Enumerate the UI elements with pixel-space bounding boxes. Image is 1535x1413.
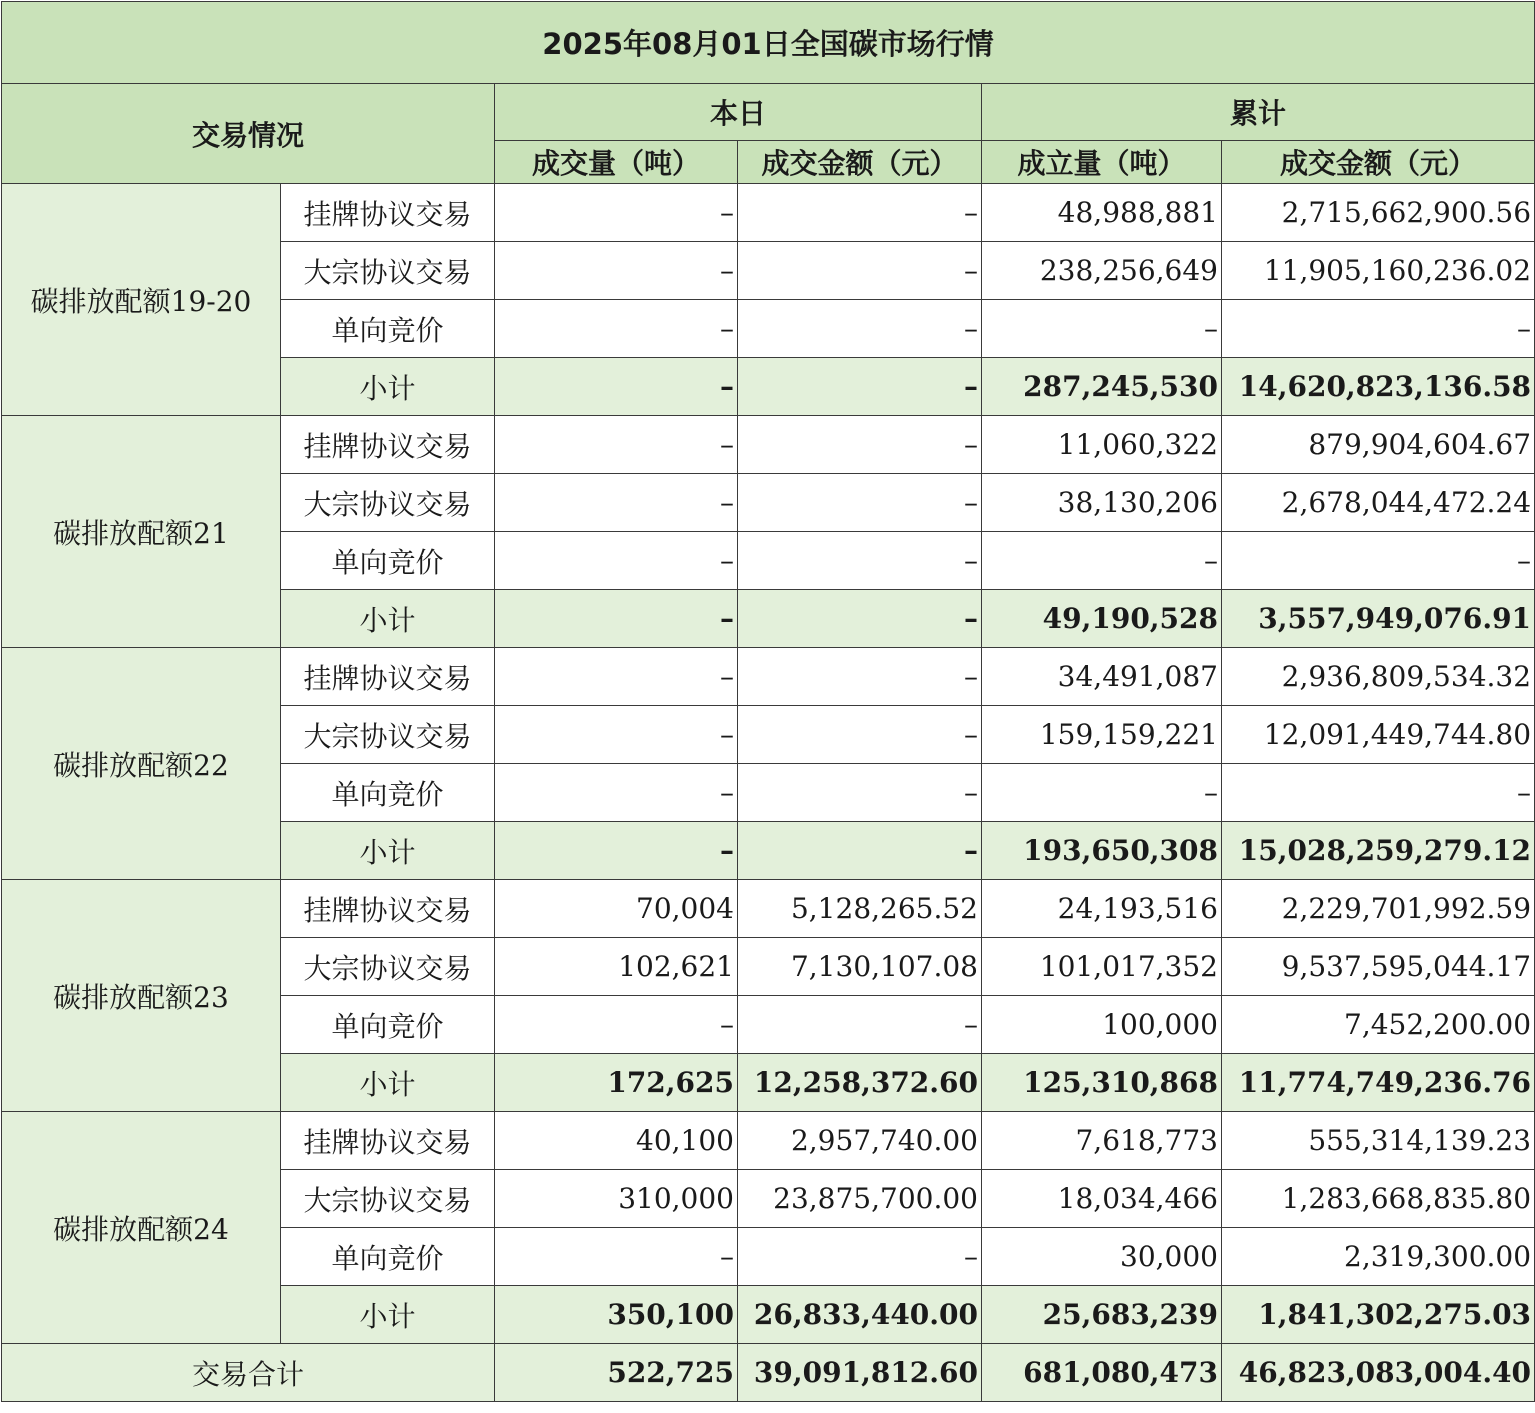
trade-type: 大宗协议交易 [281,1170,495,1228]
total-row [2,1344,1535,1402]
cell-today-volume: – [495,416,738,474]
cell-today-volume: 70,004 [495,880,738,938]
trade-type: 挂牌协议交易 [281,1112,495,1170]
cell-cum-amount: 11,774,749,236.76 [1222,1054,1535,1112]
table-row [2,648,1535,706]
cell-today-amount: – [738,242,982,300]
trade-type: 大宗协议交易 [281,706,495,764]
cell-today-amount: 7,130,107.08 [738,938,982,996]
cell-cum-volume: 49,190,528 [982,590,1222,648]
trade-type: 小计 [281,1286,495,1344]
total-cum-volume: 681,080,473 [982,1344,1222,1402]
header-today: 本日 [495,84,982,141]
cell-today-amount: – [738,764,982,822]
cell-today-volume: – [495,1228,738,1286]
table-row [2,184,1535,242]
cell-today-amount: – [738,1228,982,1286]
trade-type: 小计 [281,358,495,416]
cell-today-volume: – [495,184,738,242]
cell-today-amount: 12,258,372.60 [738,1054,982,1112]
total-cum-amount: 46,823,083,004.40 [1222,1344,1535,1402]
trade-type: 挂牌协议交易 [281,184,495,242]
cell-cum-amount: 555,314,139.23 [1222,1112,1535,1170]
cell-cum-amount: 9,537,595,044.17 [1222,938,1535,996]
cell-cum-amount: 3,557,949,076.91 [1222,590,1535,648]
cell-cum-amount: – [1222,300,1535,358]
cell-today-amount: – [738,358,982,416]
cell-cum-volume: 48,988,881 [982,184,1222,242]
cell-cum-volume: 24,193,516 [982,880,1222,938]
cell-cum-amount: 7,452,200.00 [1222,996,1535,1054]
total-today-amount: 39,091,812.60 [738,1344,982,1402]
cell-today-amount: 5,128,265.52 [738,880,982,938]
total-label: 交易合计 [2,1344,495,1402]
cell-today-volume: – [495,532,738,590]
trade-type: 挂牌协议交易 [281,416,495,474]
cell-cum-volume: 125,310,868 [982,1054,1222,1112]
table-row [2,416,1535,474]
cell-today-volume: – [495,706,738,764]
header-cumulative: 累计 [982,84,1535,141]
header-cum-volume: 成立量（吨） [982,141,1222,184]
cell-today-amount: – [738,590,982,648]
table-row [2,880,1535,938]
cell-cum-amount: – [1222,532,1535,590]
cell-cum-amount: 12,091,449,744.80 [1222,706,1535,764]
cell-today-amount: – [738,474,982,532]
cell-cum-amount: 2,319,300.00 [1222,1228,1535,1286]
trade-type: 大宗协议交易 [281,474,495,532]
cell-today-volume: – [495,590,738,648]
trade-type: 单向竞价 [281,300,495,358]
cell-today-volume: – [495,474,738,532]
trade-type: 单向竞价 [281,532,495,590]
header-cum-amount: 成交金额（元） [1222,141,1535,184]
trade-type: 大宗协议交易 [281,242,495,300]
cell-cum-volume: 159,159,221 [982,706,1222,764]
cell-cum-volume: 38,130,206 [982,474,1222,532]
trade-type: 小计 [281,822,495,880]
cell-today-amount: 2,957,740.00 [738,1112,982,1170]
cell-cum-volume: 238,256,649 [982,242,1222,300]
trade-type: 小计 [281,590,495,648]
cell-today-amount: – [738,416,982,474]
trade-type: 挂牌协议交易 [281,648,495,706]
cell-today-volume: – [495,996,738,1054]
cell-cum-amount: 14,620,823,136.58 [1222,358,1535,416]
trade-type: 大宗协议交易 [281,938,495,996]
cell-today-amount: – [738,822,982,880]
cell-today-amount: – [738,300,982,358]
cell-today-volume: 102,621 [495,938,738,996]
trade-type: 小计 [281,1054,495,1112]
cell-today-volume: – [495,300,738,358]
cell-today-amount: – [738,706,982,764]
carbon-market-table [1,1,1535,1402]
cell-today-volume: – [495,822,738,880]
cell-cum-volume: 25,683,239 [982,1286,1222,1344]
group-name: 碳排放配额23 [2,880,281,1112]
cell-cum-amount: 11,905,160,236.02 [1222,242,1535,300]
cell-today-volume: – [495,764,738,822]
cell-today-volume: – [495,242,738,300]
cell-cum-volume: – [982,532,1222,590]
trade-type: 单向竞价 [281,764,495,822]
cell-cum-volume: 11,060,322 [982,416,1222,474]
cell-today-amount: – [738,184,982,242]
group-name: 碳排放配额19-20 [2,184,281,416]
table-title: 2025年08月01日全国碳市场行情 [2,2,1535,84]
group-name: 碳排放配额24 [2,1112,281,1344]
cell-today-volume: – [495,358,738,416]
trade-type: 单向竞价 [281,1228,495,1286]
cell-cum-volume: 100,000 [982,996,1222,1054]
cell-today-volume: 350,100 [495,1286,738,1344]
cell-today-amount: 23,875,700.00 [738,1170,982,1228]
cell-cum-volume: 18,034,466 [982,1170,1222,1228]
group-name: 碳排放配额21 [2,416,281,648]
total-today-volume: 522,725 [495,1344,738,1402]
trade-type: 单向竞价 [281,996,495,1054]
header-today-volume: 成交量（吨） [495,141,738,184]
cell-cum-volume: 101,017,352 [982,938,1222,996]
group-name: 碳排放配额22 [2,648,281,880]
cell-today-volume: 172,625 [495,1054,738,1112]
cell-cum-volume: 30,000 [982,1228,1222,1286]
cell-cum-amount: 2,715,662,900.56 [1222,184,1535,242]
cell-cum-amount: 2,678,044,472.24 [1222,474,1535,532]
cell-cum-volume: 7,618,773 [982,1112,1222,1170]
cell-cum-amount: 1,841,302,275.03 [1222,1286,1535,1344]
header-trade-status: 交易情况 [2,84,495,184]
cell-cum-amount: 879,904,604.67 [1222,416,1535,474]
cell-cum-volume: – [982,300,1222,358]
cell-cum-amount: 1,283,668,835.80 [1222,1170,1535,1228]
cell-today-amount: – [738,648,982,706]
cell-today-volume: 40,100 [495,1112,738,1170]
cell-today-volume: – [495,648,738,706]
cell-cum-amount: 2,229,701,992.59 [1222,880,1535,938]
cell-today-amount: 26,833,440.00 [738,1286,982,1344]
cell-cum-amount: 15,028,259,279.12 [1222,822,1535,880]
table-row [2,1112,1535,1170]
cell-cum-volume: 193,650,308 [982,822,1222,880]
cell-cum-volume: 34,491,087 [982,648,1222,706]
cell-today-amount: – [738,996,982,1054]
cell-cum-amount: 2,936,809,534.32 [1222,648,1535,706]
cell-today-volume: 310,000 [495,1170,738,1228]
header-today-amount: 成交金额（元） [738,141,982,184]
trade-type: 挂牌协议交易 [281,880,495,938]
cell-cum-volume: – [982,764,1222,822]
cell-today-amount: – [738,532,982,590]
cell-cum-amount: – [1222,764,1535,822]
cell-cum-volume: 287,245,530 [982,358,1222,416]
